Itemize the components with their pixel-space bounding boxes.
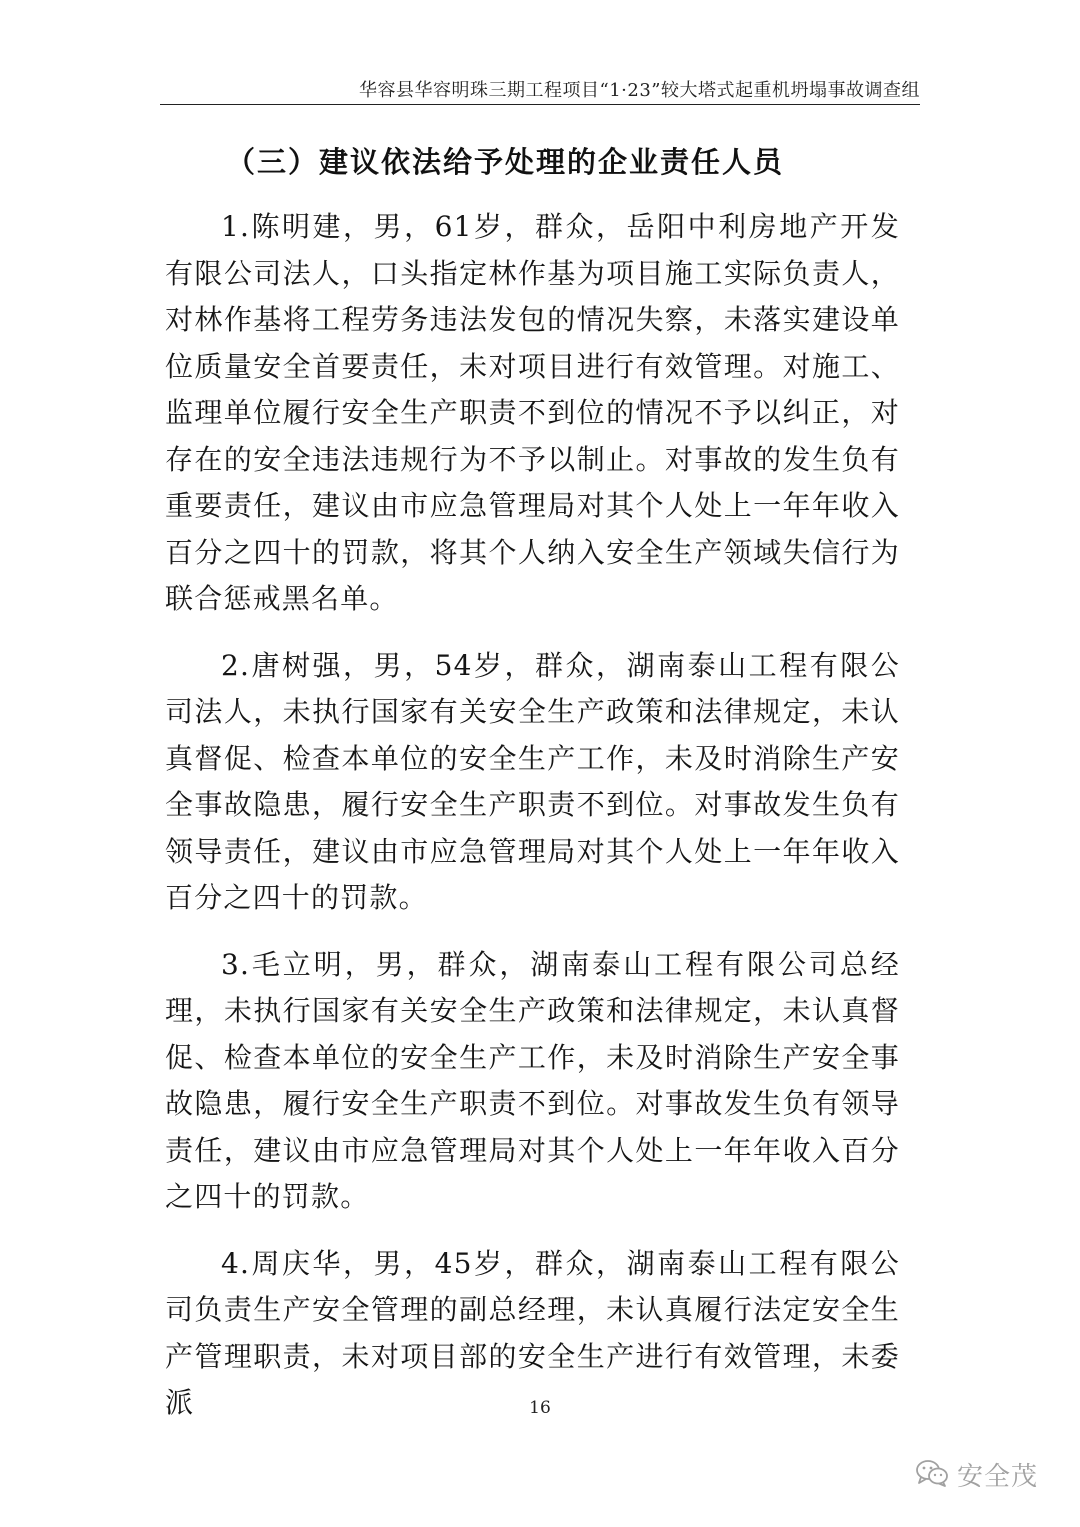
header-divider	[160, 104, 920, 105]
wechat-icon	[915, 1458, 949, 1492]
section-heading: （三）建议依法给予处理的企业责任人员	[226, 145, 785, 179]
body-text	[165, 204, 900, 1447]
paragraph-1: 1.陈明建，男，61岁，群众，岳阳中利房地产开发有限公司法人，口头指定林作基为项目施工实际负责人，对林作基将工程劳务违法发包的情况失察，未落实建设单位质量安全首要责任，未对项目进行有效管理。对施工、监理单位履行安全生产职责不到位的情况不予以纠正，对存在的安全违法违规行为不予以制止。对事故的发生负有重要责任，建议由市应急管理局对其个人处上一年年收入百分之四十的罚款，将其个人纳入安全生产领域失信行为联合惩戒黑名单。	[165, 210, 900, 615]
running-header: 华容县华容明珠三期工程项目“1·23”较大塔式起重机坍塌事故调查组	[359, 80, 920, 101]
page-number: 16	[529, 1398, 551, 1418]
paragraph-3: 3.毛立明，男，群众，湖南泰山工程有限公司总经理，未执行国家有关安全生产政策和法律规定，未认真督促、检查本单位的安全生产工作，未及时消除生产安全事故隐患，履行安全生产职责不到位。对事故发生负有领导责任，建议由市应急管理局对其个人处上一年年收入百分之四十的罚款。	[165, 947, 900, 1213]
watermark-text: 安全茂	[956, 1462, 1038, 1492]
paragraph-4: 4.周庆华，男，45岁，群众，湖南泰山工程有限公司负责生产安全管理的副总经理，未认真履行法定安全生产管理职责，未对项目部的安全生产进行有效管理，未委派	[165, 1246, 900, 1419]
watermark	[915, 1456, 1038, 1493]
paragraph-2: 2.唐树强，男，54岁，群众，湖南泰山工程有限公司法人，未执行国家有关安全生产政策和法律规定，未认真督促、检查本单位的安全生产工作，未及时消除生产安全事故隐患，履行安全生产职责不到位。对事故发生负有领导责任，建议由市应急管理局对其个人处上一年年收入百分之四十的罚款。	[165, 648, 900, 914]
